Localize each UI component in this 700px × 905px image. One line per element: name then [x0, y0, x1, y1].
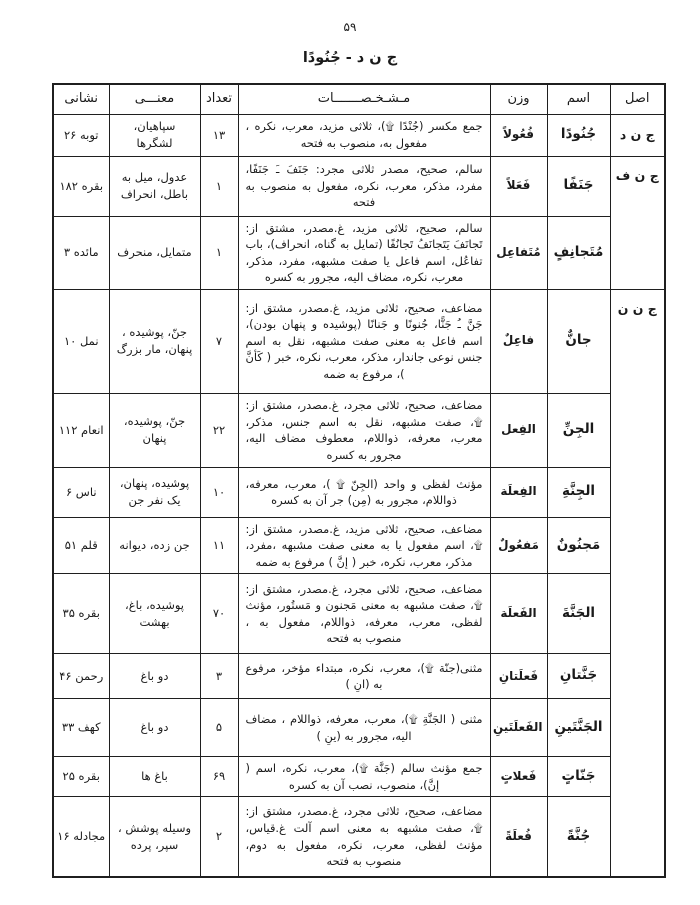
cell-word: الجَنَّتَینِ: [547, 699, 610, 757]
cell-specs: جمع مؤنث سالم (جَنَّة ۩)، معرب، نکره، اسم ( إنَّ)، منصوب، نصب آن به کسره: [238, 757, 490, 797]
table-row: [53, 289, 665, 393]
cell-pattern: مُتَفاعِل: [490, 216, 547, 289]
cell-meaning: دو باغ: [109, 654, 200, 699]
cell-count: ۱: [200, 156, 238, 216]
cell-count: ۳: [200, 654, 238, 699]
page-number: ۵۹: [343, 20, 357, 34]
table-row: [53, 393, 665, 467]
header-asl: اصل: [610, 84, 665, 114]
table-row: [53, 114, 665, 156]
cell-count: ۵: [200, 699, 238, 757]
cell-meaning: وسیله پوشش ، سپر، پرده: [109, 797, 200, 877]
header-address: نشانی: [53, 84, 109, 114]
table-row: [53, 216, 665, 289]
cell-count: ۱۳: [200, 114, 238, 156]
cell-meaning: دو باغ: [109, 699, 200, 757]
cell-specs: سالم، صحیح، ثلاثی مزید، غ.مصدر، مشتق از: تَجانَفَ یَتَجانَفُ تَجانُفًا (تمایل به گناه، انحراف)، باب تفاعُل، اسم فاعل یا صفت مشبهه، مفرد، مذکر، معرب، نکره، مضاف الیه، مجرور به کسره: [238, 216, 490, 289]
cell-word: جَنَّتانِ: [547, 654, 610, 699]
cell-address: کهف ۳۳: [53, 699, 109, 757]
cell-word: جُنُودًا: [547, 114, 610, 156]
cell-meaning: متمایل، منحرف: [109, 216, 200, 289]
cell-count: ۱۰: [200, 467, 238, 517]
cell-pattern: الفَعلَتَینِ: [490, 699, 547, 757]
cell-address: قلم ۵۱: [53, 517, 109, 574]
cell-count: ۶۹: [200, 757, 238, 797]
table-row: [53, 654, 665, 699]
cell-count: ۱: [200, 216, 238, 289]
cell-specs: مضاعف، صحیح، ثلاثی مجرد، غ.مصدر، مشتق از: ۩، صفت مشبهه به معنی مَجنون و مَستُور، مؤنث لفظی، معرب، معرفه، ذواللام، مفعول به ، منصوب به فتحه: [238, 574, 490, 654]
cell-root: ج ن ن: [610, 289, 665, 877]
cell-address: رحمن ۴۶: [53, 654, 109, 699]
cell-address: توبه ۲۶: [53, 114, 109, 156]
cell-word: مَجنُونٌ: [547, 517, 610, 574]
cell-specs: سالم، صحیح، مصدر ثلاثی مجرد: جَنَفَ ـَ جَنَفًا، مفرد، مذکر، معرب، نکره، مفعول به منصوب به فتحه: [238, 156, 490, 216]
cell-address: مجادله ۱۶: [53, 797, 109, 877]
cell-address: نمل ۱۰: [53, 289, 109, 393]
cell-specs: مثنی(جنّة ۩)، معرب، نکره، مبتداء مؤخر، مرفوع به (انِ ): [238, 654, 490, 699]
cell-address: بقره ۱۸۲: [53, 156, 109, 216]
cell-meaning: پوشیده، پنهان، یک نفر جن: [109, 467, 200, 517]
cell-meaning: سپاهیان، لشگرها: [109, 114, 200, 156]
table-row: [53, 797, 665, 877]
header-ism: اسم: [547, 84, 610, 114]
cell-count: ۷۰: [200, 574, 238, 654]
cell-specs: جمع مکسر (جُنْدًا ۩)، ثلاثی مزید، معرب، نکره ، مفعول به، منصوب به فتحه: [238, 114, 490, 156]
cell-pattern: فُعلَةً: [490, 797, 547, 877]
table-row: [53, 517, 665, 574]
table-row: [53, 156, 665, 216]
cell-pattern: فُعُولاً: [490, 114, 547, 156]
cell-meaning: پوشیده، باغ، بهشت: [109, 574, 200, 654]
cell-meaning: جنّ، پوشیده ، پنهان، مار بزرگ: [109, 289, 200, 393]
cell-meaning: عدول، میل به باطل، انحراف: [109, 156, 200, 216]
table-row: [53, 699, 665, 757]
cell-pattern: مَفعُولٌ: [490, 517, 547, 574]
table-row: [53, 574, 665, 654]
cell-root: ج ن ف: [610, 156, 665, 289]
cell-pattern: الفَعلَة: [490, 574, 547, 654]
cell-meaning: باغ ها: [109, 757, 200, 797]
cell-word: جَنّاتٍ: [547, 757, 610, 797]
page-title: ج ن د - جُنُودًا: [302, 50, 398, 66]
header-specs: مـشـخـصـــــــات: [238, 84, 490, 114]
cell-specs: مضاعف، صحیح، ثلاثی مجرد، غ.مصدر، مشتق از: ۩، صفت مشبهه، نقل به اسم جنس، مذکر، معرب، معرفه، ذواللام، معطوف مضاف الیه، مجرور به کسره: [238, 393, 490, 467]
cell-pattern: فَعلاتٍ: [490, 757, 547, 797]
cell-address: بقره ۲۵: [53, 757, 109, 797]
cell-count: ۷: [200, 289, 238, 393]
cell-word: جُنَّةً: [547, 797, 610, 877]
cell-address: بقره ۳۵: [53, 574, 109, 654]
cell-specs: مضاعف، صحیح، ثلاثی مزید، غ.مصدر، مشتق از: جَنَّ ـُ جَنًّا، جُنونًا و جَنانًا (پوشیده و پنهان بودن)، اسم فاعل به معنی صفت مشبهه، نقل به اسم جنس نوعی جاندار، مذکر، معرب، نکره، خبر ( کَأنَّ )، مرفوع به ضمه: [238, 289, 490, 393]
cell-word: جَنَفًا: [547, 156, 610, 216]
cell-specs: مضاعف، صحیح، ثلاثی مجرد، غ.مصدر، مشتق از: ۩، صفت مشبهه به معنی اسم آلت غ.قیاس، مؤنث لفظی، معرب، نکره، مفعول به دوم، منصوب به فتحه: [238, 797, 490, 877]
cell-word: الجَنَّةَ: [547, 574, 610, 654]
morphology-table: [52, 83, 666, 878]
table-header-row: [53, 84, 665, 114]
cell-address: ناس ۶: [53, 467, 109, 517]
cell-meaning: جن زده، دیوانه: [109, 517, 200, 574]
cell-specs: مؤنث لفظی و واحد (الجِنّ ۩ )، معرب، معرفه، ذواللام، مجرور به (مِن) جر آن به کسره: [238, 467, 490, 517]
cell-word: الجِنَّةِ: [547, 467, 610, 517]
cell-pattern: فَعَلاً: [490, 156, 547, 216]
cell-root: ج ن د: [610, 114, 665, 156]
cell-pattern: فاعِلٌ: [490, 289, 547, 393]
cell-count: ۱۱: [200, 517, 238, 574]
table-row: [53, 467, 665, 517]
cell-word: مُتَجانِفٍ: [547, 216, 610, 289]
cell-meaning: جنّ، پوشیده، پنهان: [109, 393, 200, 467]
cell-specs: مثنی ( الجَنَّةِ ۩)، معرب، معرفه، ذواللام ، مضاف الیه، مجرور به (ینِ ): [238, 699, 490, 757]
header-meaning: معنـــی: [109, 84, 200, 114]
cell-word: الجِنِّ: [547, 393, 610, 467]
cell-pattern: الفِعل: [490, 393, 547, 467]
header-vazn: وزن: [490, 84, 547, 114]
cell-word: جانٌّ: [547, 289, 610, 393]
cell-address: انعام ۱۱۲: [53, 393, 109, 467]
header-count: تعداد: [200, 84, 238, 114]
cell-pattern: الفِعلَة: [490, 467, 547, 517]
cell-specs: مضاعف، صحیح، ثلاثی مزید، غ.مصدر، مشتق از: ۩، اسم مفعول یا به معنی صفت مشبهه ،مفرد، مذکر، معرب، نکره، خبر ( إنَّ ) مرفوع به ضمه: [238, 517, 490, 574]
cell-address: مائده ۳: [53, 216, 109, 289]
table-row: [53, 757, 665, 797]
cell-pattern: فَعلَتانِ: [490, 654, 547, 699]
cell-count: ۲: [200, 797, 238, 877]
cell-count: ۲۲: [200, 393, 238, 467]
